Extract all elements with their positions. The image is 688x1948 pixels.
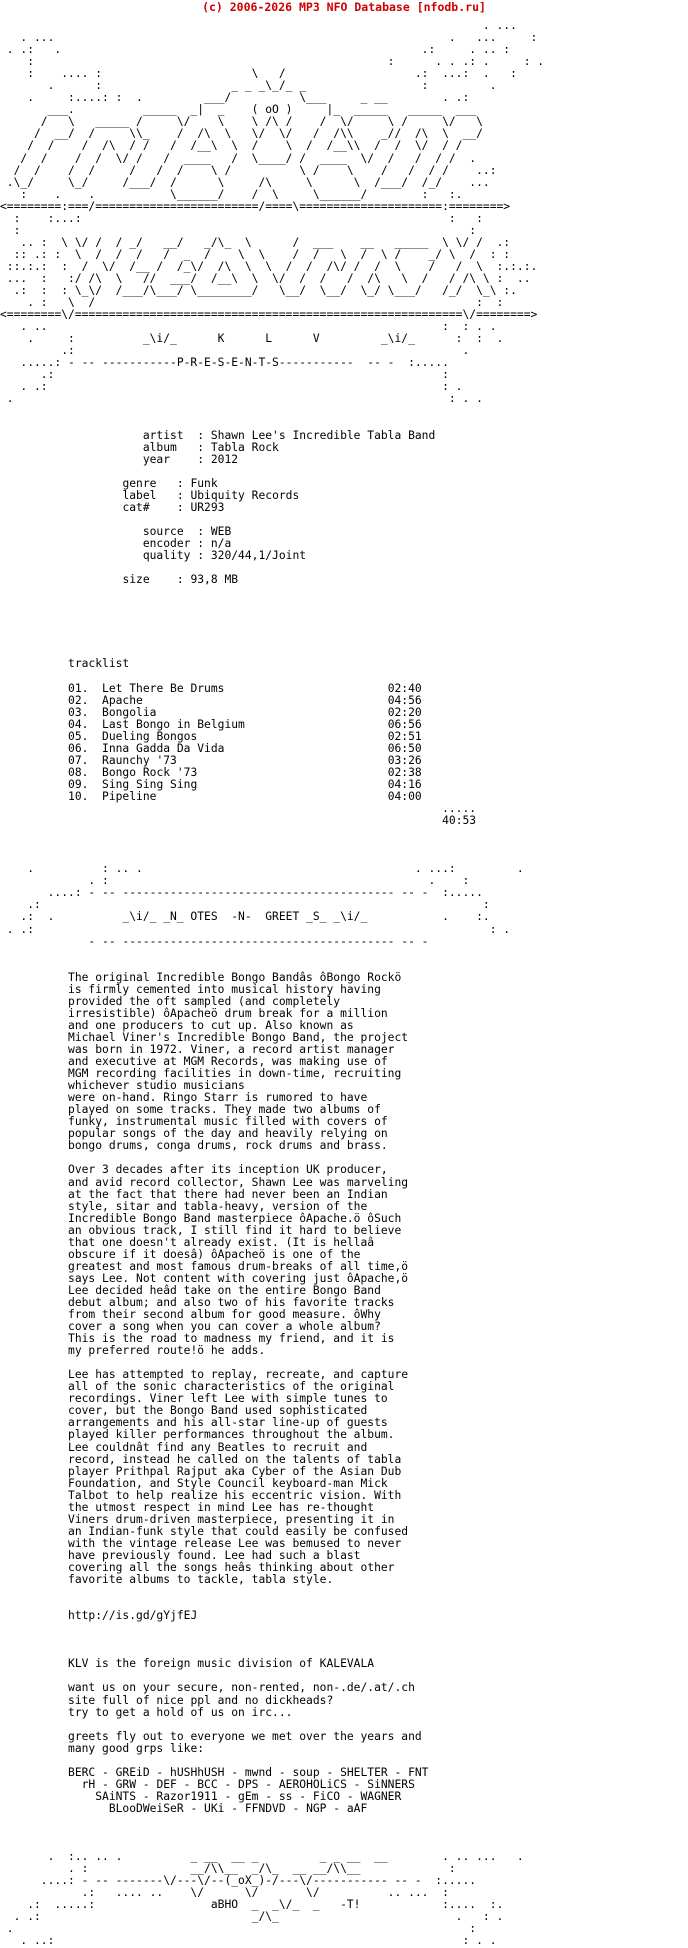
cat-value: UR293 <box>190 500 225 514</box>
ascii-logo-art: . ... . ... . ... : . .: . .: . .. : : : . . .: . : . : .... : \ / .: ...: . : . : _ _ _\_/_ _ : . . :....: : . ___/ \___ _ __ . .: ___. _____ _| _ ( oO ) |_ _____ _____ ___ / \ _____ / \/ \ \ /\ / / \/ \ / \/ \ / __/ / \\_ / /\ \ \/ \/ / /\\ _// /\ \ __/ / / / /\ / / / /__\ \ / \ / /__\\ / / \/ / / / / / / \/ / / ____ / \____/ / ____ \/ / / / / . / / / / / / / \ / \ / \ / / / / ..: .\_/ \_/ /___/ / \ /\ \ \ /___/ /_/ ... : . . \______/ / \ \______/ : :. <========:===/========================/====\=====================:========> : :...: : : : : .. : \ \/ / / _/ __/ _/\_ \ / ___ __ _____ \ \/ / .: :: .: : \ / / / / _ / \ \ / / \ / \ / _/ \ / : : ::.:.: : / \/ /__ / /_\/ /\ \ \ / / /\/ / / \ / / \ :.:.:. ... : :/ /\ \ // ___/ /__\ \ \/ / / / /\ \ / / /\ \ : .. .: : : \_\/ /___/\___/ \________/ \__/ \__/ \_/ \___/ /_/ \_\ :. . : \ / : : <========\/=========================================================\/========> . .. : : . . . : _\i/_ K L V _\i/_ : : . .: . .....: - -- -----------P-R-E-S-E-N-T-S----------- -- - :..... .: : . .: : . . : . . <box>0 19 545 406</box>
track-time: 06:50 <box>387 741 422 755</box>
track-time: 04:00 <box>387 790 422 803</box>
label-encoder: encoder : <box>142 537 211 551</box>
greets-line: BLooDWeiSeR - UKi - FFNDVD - NGP - aAF <box>108 1801 368 1815</box>
track-title: Sing Sing Sing <box>102 777 198 791</box>
label-genre: genre : <box>122 476 191 490</box>
notes-line: an obvious track, I still find it hard to believe <box>68 1223 402 1237</box>
track-title: Bongo Rock '73 <box>102 765 198 779</box>
track-number: 02. <box>68 693 89 707</box>
greets-line: rH - GRW - DEF - BCC - DPS - AEROHOLiCS - SiNNERS <box>81 1777 415 1791</box>
label-size: size : <box>122 573 191 587</box>
genre-value: Funk <box>190 476 218 490</box>
contact-line: want us on your secure, non-rented, non-.de/.at/.ch <box>68 1681 415 1695</box>
total-time: 40:53 <box>442 814 477 828</box>
notes-line: irresistible) ôApacheö drum break for a million <box>68 1006 388 1020</box>
notes-paragraph-3 <box>0 1368 408 1586</box>
notes-line: have previously found. Lee had such a blast <box>68 1548 361 1562</box>
notes-line: popular songs of the day and heavily relying on <box>68 1127 388 1141</box>
quality-value: 320/44,1/Joint <box>210 549 307 563</box>
notes-line: favorite albums to tackle, tabla style. <box>68 1573 334 1587</box>
notes-line: at the fact that there had never been an Indian <box>68 1187 388 1201</box>
notes-line: Lee has attempted to replay, recreate, and capture <box>68 1368 409 1382</box>
notes-line: Michael Viner's Incredible Bongo Band, the project <box>68 1030 409 1044</box>
track-title: Apache <box>102 693 143 707</box>
track-title: Raunchy '73 <box>102 753 177 767</box>
notes-line: my preferred route!ö he adds. <box>68 1344 266 1358</box>
size-value: 93,8 MB <box>190 573 239 587</box>
contact-line: site full of nice ppl and no dickheads? <box>68 1693 334 1707</box>
track-time: 04:56 <box>387 693 422 707</box>
track-number: 08. <box>68 765 89 779</box>
notes-line: the utmost respect in mind Lee has re-thought <box>68 1500 375 1514</box>
notes-line: and one producers to cut up. Also known as <box>68 1018 354 1032</box>
notes-line: bongo drums, conga drums, rock drums and brass. <box>68 1139 388 1153</box>
footer-art: . :.. .. . _ __ __ _ _ _ __ __ . .. ... . . : __/\\__ _/\_ __ __/\\__ : ....: - -- -------\/---\/--(_oX_)-/---\/----------- -- - :..... .: .... .. \/ \/ \/ .. ... : .: .....: aBHO _ _\/_ _ -T! :.... :. . .: _/\_ . : . . : . ..: : . . <box>6 1850 524 1948</box>
notes-line: This is the road to madness my friend, and it is <box>68 1332 395 1346</box>
notes-line: provided the oft sampled (and completely <box>68 994 341 1008</box>
track-row <box>0 694 422 707</box>
notes-line: arrangements and his all-star line-up of guests <box>68 1416 388 1430</box>
nfo-document: . ... . ... . ... : . .: . .: . .. : : : . . .: . : . : .... : \ / .: ...: . : . : _ _ _\_/_ _ : . . :....: : . ___/ \___ _ __ . .: ___. _____ _| _ ( oO ) |_ _____ _____ ___ / \ _____ / \/ \ \ /\ / / \/ \ / \/ \ / __/ / \\_ / /\ \ \/ \/ / /\\ _// /\ \ __/ / / / /\ / / / /__\ \ / \ / /__\\ / / \/ / / / / / / \/ / / ____ / \____/ / ____ \/ / / / / . / / / / / / / \ / \ / \ / / / / ..: .\_/ \_/ /___/ / \ /\ \ \ /___/ /_/ ... : . . \______/ / \ \______/ : :. <========:===/========================/====\=====================:========> : :...: : : : : .. : \ \/ / / _/ __/ _/\_ \ / ___ __ _____ \ \/ / .: :: .: : \ / / / / _ / \ \ / / \ / \ / _/ \ / : : ::.:.: : / \/ /__ / /_\/ /\ \ \ / / /\/ / / \ / / \ :.:.:. ... : :/ /\ \ // ___/ /__\ \ \/ / / / /\ \ / / /\ \ : .. .: : : \_\/ /___/\___/ \________/ \__/ \__/ \_/ \___/ /_/ \_\ :. . : \ / : : <========\/=========================================================\/========> . .. : : . . . : _\i/_ K L V _\i/_ : : . .: . .....: - -- -----------P-R-E-S-E-N-T-S----------- -- - :..... .: : . .: : . . : . . artist : Shawn Lee's Incredible Tabla Band album : Tabla Rock year : 2012 genre : Funk label : Ubiquity Records cat# : UR293 source : WEB encoder : n/a quality : 320/44,1/Joint size : 93,8 MB tracklist 01. Let There Be Drums 02:40 02. Apache 04:56 03. Bongolia 02:20 04. Last Bongo in Belgium 06:56 05. Dueling Bongos 02:51 06. Inna Gadda Da Vida 06:50 07. Raunchy '73 03:26 08. Bongo Rock '73 02:38 09. Sing Sing Sing 04:16 10. Pipeline 04:00 ..... 40:53 . : .. . . ...: . . : . : ....: - -- ---------------------------------------- -- - :..... .: : .: . _\i/_ _N_ OTES -N- GREET _S_ _\i/_ . :. . .: : . - -- ---------------------------------------- -- - The original Incredible Bongo Bandâs ôBongo Rockö is firmly cemented into musical history having provided the oft sampled (and completely irresistible) ôApacheö drum break for a million and one producers to cut up. Also known as Michael Viner's Incredible Bongo Band, the project was born in 1972. Viner, a record artist manager and executive at MGM Records, was making use of MGM recording facilities in down-time, recruiting whichever studio musicians were on-hand. Ringo Starr is rumored to have played on some tracks. They made two albums of funky, instrumental music filled with covers of popular songs of the day and heavily relying on bongo drums, conga drums, rock drums and brass. Over 3 decades after its inception UK producer, and avid record collector, Shawn Lee was marveling at the fact that there had never been an Indian style, sitar and tabla-heavy, version of the Incredible Bongo Band masterpiece ôApache.ö ôSuch an obvious track, I still find it hard to believe that one doesn't already exist. (It is hellaâ obscure if it doesâ) ôApacheö is one of the greatest and most famous drum-breaks of all time,ö says Lee. Not content with covering just ôApache,ö Lee decided heâd take on the entire Bongo Band debut album; and also two of his favorite tracks from their second album for good measure. ôWhy cover a song when you can cover a whole album? This is the road to madness my friend, and it is my preferred route!ö he adds. Lee has attempted to replay, recreate, and capture all of the sonic characteristics of the original recordings. Viner left Lee with simple tunes to cover, but the Bongo Band used sophisticated arrangements and his all-star line-up of guests played killer performances throughout the album. Lee couldnât find any Beatles to recruit and record, instead he called on the talents of tabla player Prithpal Rajput aka Cyber of the Asian Dub Foundation, and Style Council keyboard-man Mick Talbot to help realize his eccentric vision. With the utmost respect in mind Lee has re-thought Viners drum-driven masterpiece, presenting it in an Indian-funk style that could easily be confused with the vintage release Lee was bemused to never have previously found. Lee had such a blast covering all the songs heâs thinking about other favorite albums to tackle, tabla style. http://is.gd/gYjfEJ KLV is the foreign music division of KALEVALA want us on your secure, non-rented, non-.de/.at/.ch site full of nice ppl and no dickheads? try to get a hold of us on irc... greets fly out to everyone we met over the years and many good grps like: BERC - GREiD - hUSHhUSH - mwnd - soup - SHELTER - FNT rH - GRW - DEF - BCC - DPS - AEROHOLiCS - SiNNERS SAiNTS - Razor1911 - gEm - ss - FiCO - WAGNER BLooDWeiSeR - UKi - FFNDVD - NGP - aAF . :.. .. . _ __ __ _ _ _ __ __ . .. ... . . : __/\\__ _/\_ __ __/\\__ : ....: - -- -------\/---\/--(_oX_)-/---\/----------- -- - :..... .: .... .. \/ \/ \/ .. ... : .: .....: aBHO _ _\/_ _ -T! :.... :. . .: _/\_ . : . . : . ..: : . . <box>0 19 545 1948</box>
label-artist: artist : <box>142 428 211 442</box>
notes-line: obscure if it doesâ) ôApacheö is one of the <box>68 1247 361 1261</box>
notes-line: and avid record collector, Shawn Lee was marveling <box>68 1175 409 1189</box>
track-number: 06. <box>68 741 89 755</box>
track-time: 02:40 <box>387 681 422 695</box>
track-title: Last Bongo in Belgium <box>102 717 245 731</box>
label-source: source : <box>142 524 211 538</box>
track-row <box>0 742 422 755</box>
track-row <box>0 778 422 791</box>
contact-line: try to get a hold of us on irc... <box>68 1705 293 1719</box>
notes-paragraph-1 <box>0 971 408 1153</box>
track-title: Dueling Bongos <box>102 729 198 743</box>
track-time: 02:20 <box>387 705 422 719</box>
label-year: year : <box>142 452 211 466</box>
notes-line: MGM recording facilities in down-time, recruiting <box>68 1067 402 1081</box>
track-number: 10. <box>68 790 89 803</box>
track-number: 07. <box>68 753 89 767</box>
greets-line: BERC - GREiD - hUSHhUSH - mwnd - soup - SHELTER - FNT <box>68 1765 429 1779</box>
group-info: KLV is the foreign music division of KALEVALA <box>68 1657 375 1671</box>
track-row <box>0 790 422 803</box>
notes-line: whichever studio musicians <box>68 1079 245 1093</box>
album-value: Tabla Rock <box>210 440 279 454</box>
notes-line: an Indian-funk style that could easily be confused <box>68 1524 409 1538</box>
track-row <box>0 754 422 767</box>
notes-line: and executive at MGM Records, was making use of <box>68 1055 388 1069</box>
notes-line: player Prithpal Rajput aka Cyber of the Asian Dub <box>68 1464 402 1478</box>
info-link[interactable]: http://is.gd/gYjfEJ <box>68 1609 198 1623</box>
artist-value: Shawn Lee's Incredible Tabla Band <box>210 428 436 442</box>
track-title: Let There Be Drums <box>102 681 225 695</box>
label-label: label : <box>122 488 191 502</box>
notes-line: Incredible Bongo Band masterpiece ôApache.ö ôSuch <box>68 1211 402 1225</box>
notes-line: was born in 1972. Viner, a record artist manager <box>68 1042 395 1056</box>
notes-banner-art: . : .. . . ...: . . : . : ....: - -- ---------------------------------------- -- - :..... .: : .: . _\i/_ _N_ OTES -N- GREET _S_ _\i/_ . :. . .: : . - -- ---------------------------------------- -- - <box>6 862 524 948</box>
notes-line: covering all the songs heâs thinking about other <box>68 1561 395 1574</box>
notes-line: played killer performances throughout the album. <box>68 1428 395 1442</box>
notes-line: Viners drum-driven masterpiece, presenting it in <box>68 1512 395 1526</box>
track-number: 05. <box>68 729 89 743</box>
notes-line: played on some tracks. They made two albums of <box>68 1103 381 1117</box>
tracklist <box>0 682 422 803</box>
notes-line: from their second album for good measure. ôWhy <box>68 1308 381 1322</box>
greets-line: SAiNTS - Razor1911 - gEm - ss - FiCO - WAGNER <box>95 1789 402 1803</box>
encoder-value: n/a <box>210 537 232 551</box>
notes-line: with the vintage release Lee was bemused to never <box>68 1536 402 1550</box>
greets-intro-line: many good grps like: <box>68 1741 205 1755</box>
track-time: 02:51 <box>387 729 422 743</box>
label-cat: cat# : <box>122 500 191 514</box>
notes-line: style, sitar and tabla-heavy, version of the <box>68 1199 368 1213</box>
notes-line: cover a song when you can cover a whole album? <box>68 1320 381 1334</box>
track-row <box>0 766 422 779</box>
notes-line: cover, but the Bongo Band used sophisticated <box>68 1404 368 1418</box>
notes-line: Over 3 decades after its inception UK producer, <box>68 1163 388 1177</box>
track-number: 03. <box>68 705 89 719</box>
track-time: 06:56 <box>387 717 422 731</box>
notes-line: Foundation, and Style Council keyboard-man Mick <box>68 1476 388 1490</box>
track-row <box>0 718 422 731</box>
notes-line: Talbot to help realize his eccentric vision. With <box>68 1488 402 1502</box>
track-number: 04. <box>68 717 89 731</box>
track-time: 04:16 <box>387 777 422 791</box>
notes-line: funky, instrumental music filled with covers of <box>68 1115 388 1129</box>
notes-text <box>0 971 408 1586</box>
track-title: Inna Gadda Da Vida <box>102 741 225 755</box>
notes-line: record, instead he called on the talents of tabla <box>68 1452 402 1466</box>
notes-line: recordings. Viner left Lee with simple tunes to <box>68 1392 388 1406</box>
track-time: 02:38 <box>387 765 422 779</box>
notes-line: that one doesn't already exist. (It is hellaâ <box>68 1235 375 1249</box>
track-number: 09. <box>68 777 89 791</box>
label-value: Ubiquity Records <box>190 488 300 502</box>
label-album: album : <box>142 440 211 454</box>
notes-line: Lee decided heâd take on the entire Bongo Band <box>68 1283 381 1297</box>
track-row <box>0 706 422 719</box>
track-title: Bongolia <box>102 705 157 719</box>
notes-line: Lee couldnât find any Beatles to recruit and <box>68 1440 368 1454</box>
notes-line: is firmly cemented into musical history having <box>68 982 381 996</box>
notes-line: greatest and most famous drum-breaks of all time,ö <box>68 1259 409 1273</box>
notes-line: debut album; and also two of his favorite tracks <box>68 1295 395 1309</box>
greets-intro-line: greets fly out to everyone we met over the years and <box>68 1729 422 1743</box>
track-time: 03:26 <box>387 753 422 767</box>
nfodb-header: (c) 2006-2026 MP3 NFO Database [nfodb.ru] <box>202 0 486 14</box>
track-row <box>0 730 422 743</box>
notes-paragraph-2 <box>0 1163 408 1357</box>
year-value: 2012 <box>210 452 239 466</box>
notes-line: were on-hand. Ringo Starr is rumored to have <box>68 1091 368 1105</box>
track-title: Pipeline <box>102 790 157 803</box>
notes-line: says Lee. Not content with covering just ôApache,ö <box>68 1271 409 1285</box>
notes-line: all of the sonic characteristics of the original <box>68 1380 395 1394</box>
track-number: 01. <box>68 681 89 695</box>
source-value: WEB <box>210 524 232 538</box>
notes-line: The original Incredible Bongo Bandâs ôBongo Rockö <box>68 970 402 984</box>
tracklist-heading: tracklist <box>68 657 130 671</box>
track-row <box>0 682 422 695</box>
label-quality: quality : <box>142 549 211 563</box>
